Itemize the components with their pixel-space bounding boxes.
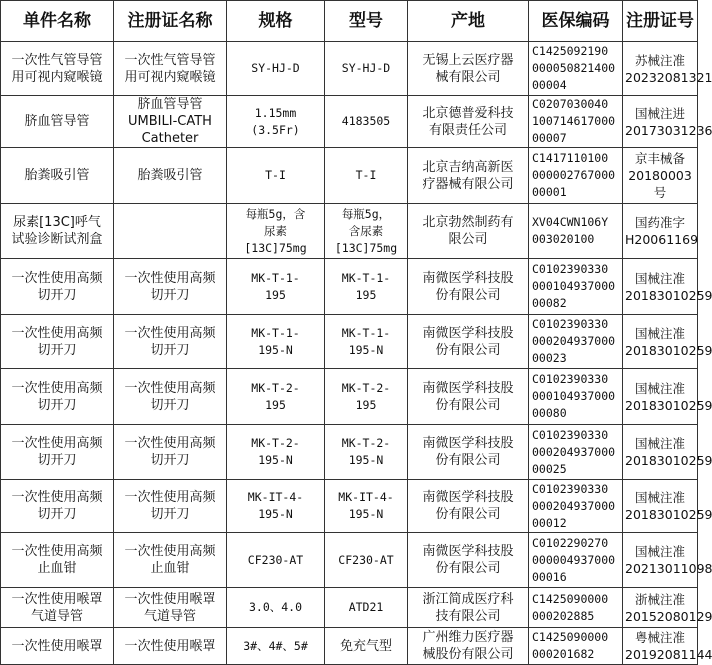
origin-cell: 南微医学科技股 份有限公司	[408, 369, 529, 425]
model-cell: MK-T-2- 195	[325, 369, 408, 425]
specification-cell: 3#、4#、5#	[227, 628, 325, 665]
insurance-code-cell: C0102290270 000004937000 00016	[529, 533, 623, 588]
model-cell: 每瓶5g， 含尿素 [13C]75mg	[325, 204, 408, 259]
specification-cell: T-I	[227, 148, 325, 204]
table-row	[1, 259, 698, 315]
table-row	[1, 588, 698, 628]
registration-name-cell: 胎粪吸引管	[114, 148, 227, 204]
insurance-code-cell: C0102390330 000104937000 00080	[529, 369, 623, 425]
specification-cell: MK-T-2- 195-N	[227, 425, 325, 480]
registration-name-cell: 一次性使用高频 切开刀	[114, 425, 227, 480]
table-row	[1, 315, 698, 369]
item-name-cell: 一次性使用喉罩	[1, 628, 114, 665]
header-registration-name: 注册证名称	[114, 1, 227, 42]
table-row	[1, 480, 698, 533]
table-row	[1, 369, 698, 425]
origin-cell: 南微医学科技股 份有限公司	[408, 259, 529, 315]
item-name-cell: 胎粪吸引管	[1, 148, 114, 204]
specification-cell: CF230-AT	[227, 533, 325, 588]
specification-cell: MK-T-1- 195	[227, 259, 325, 315]
specification-cell: SY-HJ-D	[227, 42, 325, 96]
registration-name-cell: 一次性使用高频 切开刀	[114, 480, 227, 533]
item-name-cell: 一次性使用高频 切开刀	[1, 425, 114, 480]
origin-cell: 浙江简成医疗科 技有限公司	[408, 588, 529, 628]
header-origin: 产地	[408, 1, 529, 42]
model-cell: ATD21	[325, 588, 408, 628]
model-cell: SY-HJ-D	[325, 42, 408, 96]
registration-name-cell: 一次性气管导管 用可视内窥喉镜	[114, 42, 227, 96]
registration-number-cell: 京丰械备 20180003号	[623, 148, 698, 204]
origin-cell: 南微医学科技股 份有限公司	[408, 533, 529, 588]
registration-name-cell: 一次性使用高频 切开刀	[114, 369, 227, 425]
model-cell: MK-T-1- 195-N	[325, 315, 408, 369]
model-cell: MK-T-1- 195	[325, 259, 408, 315]
registration-number-cell: 国药准字 H20061169	[623, 204, 698, 259]
registration-number-cell: 国械注准 20183010259	[623, 425, 698, 480]
origin-cell: 南微医学科技股 份有限公司	[408, 480, 529, 533]
registration-number-cell: 粤械注准 20192081144	[623, 628, 698, 665]
registration-number-cell: 国械注准 20183010259	[623, 369, 698, 425]
model-cell: 4183505	[325, 96, 408, 148]
item-name-cell: 尿素[13C]呼气 试验诊断试剂盒	[1, 204, 114, 259]
header-item-name: 单件名称	[1, 1, 114, 42]
item-name-cell: 一次性使用高频 切开刀	[1, 315, 114, 369]
registration-number-cell: 国械注准 20183010259	[623, 315, 698, 369]
item-name-cell: 一次性使用高频 切开刀	[1, 369, 114, 425]
table-row	[1, 425, 698, 480]
header-specification: 规格	[227, 1, 325, 42]
item-name-cell: 一次性使用高频 止血钳	[1, 533, 114, 588]
insurance-code-cell: C1417110100 000002767000 00001	[529, 148, 623, 204]
item-name-cell: 脐血管导管	[1, 96, 114, 148]
registration-name-cell: 脐血管导管 UMBILI-CATH Catheter	[114, 96, 227, 148]
insurance-code-cell: XV04CWN106Y 003020100	[529, 204, 623, 259]
registration-name-cell: 一次性使用喉罩	[114, 628, 227, 665]
origin-cell: 南微医学科技股 份有限公司	[408, 425, 529, 480]
origin-cell: 南微医学科技股 份有限公司	[408, 315, 529, 369]
header-insurance-code: 医保编码	[529, 1, 623, 42]
header-row	[1, 1, 698, 42]
item-name-cell: 一次性使用高频 切开刀	[1, 259, 114, 315]
model-cell: T-I	[325, 148, 408, 204]
model-cell: 免充气型	[325, 628, 408, 665]
item-name-cell: 一次性气管导管 用可视内窥喉镜	[1, 42, 114, 96]
registration-name-cell: 一次性使用高频 切开刀	[114, 259, 227, 315]
model-cell: CF230-AT	[325, 533, 408, 588]
origin-cell: 北京吉纳高新医 疗器械有限公司	[408, 148, 529, 204]
specification-cell: 3.0、4.0	[227, 588, 325, 628]
registration-number-cell: 苏械注准 20232081321	[623, 42, 698, 96]
insurance-code-cell: C1425090000 000201682	[529, 628, 623, 665]
table-row	[1, 533, 698, 588]
table-row	[1, 42, 698, 96]
table-row	[1, 148, 698, 204]
insurance-code-cell: C0207030040 100714617000 00007	[529, 96, 623, 148]
origin-cell: 北京德普爱科技 有限责任公司	[408, 96, 529, 148]
specification-cell: MK-T-1- 195-N	[227, 315, 325, 369]
origin-cell: 广州维力医疗器 械股份有限公司	[408, 628, 529, 665]
specification-cell: 每瓶5g，含 尿素 [13C]75mg	[227, 204, 325, 259]
header-model: 型号	[325, 1, 408, 42]
specification-cell: 1.15mm (3.5Fr)	[227, 96, 325, 148]
insurance-code-cell: C1425092190 000050821400 00004	[529, 42, 623, 96]
table-row	[1, 96, 698, 148]
registration-name-cell: 一次性使用高频 切开刀	[114, 315, 227, 369]
model-cell: MK-IT-4- 195-N	[325, 480, 408, 533]
table-row	[1, 628, 698, 665]
insurance-code-cell: C1425090000 000202885	[529, 588, 623, 628]
insurance-code-cell: C0102390330 000204937000 00025	[529, 425, 623, 480]
registration-name-cell: 一次性使用高频 止血钳	[114, 533, 227, 588]
registration-number-cell: 国械注进 20173031236	[623, 96, 698, 148]
specification-cell: MK-T-2- 195	[227, 369, 325, 425]
origin-cell: 北京勃然制药有 限公司	[408, 204, 529, 259]
model-cell: MK-T-2- 195-N	[325, 425, 408, 480]
registration-number-cell: 国械注准 20183010259	[623, 480, 698, 533]
specification-cell: MK-IT-4- 195-N	[227, 480, 325, 533]
registration-number-cell: 浙械注准 20152080129	[623, 588, 698, 628]
registration-name-cell	[114, 204, 227, 259]
table-row	[1, 204, 698, 259]
registration-name-cell: 一次性使用喉罩 气道导管	[114, 588, 227, 628]
insurance-code-cell: C0102390330 000104937000 00082	[529, 259, 623, 315]
registration-number-cell: 国械注准 20213011098	[623, 533, 698, 588]
insurance-code-cell: C0102390330 000204937000 00023	[529, 315, 623, 369]
item-name-cell: 一次性使用高频 切开刀	[1, 480, 114, 533]
item-name-cell: 一次性使用喉罩 气道导管	[1, 588, 114, 628]
header-registration-number: 注册证号	[623, 1, 698, 42]
insurance-code-cell: C0102390330 000204937000 00012	[529, 480, 623, 533]
registration-number-cell: 国械注准 20183010259	[623, 259, 698, 315]
origin-cell: 无锡上云医疗器 械有限公司	[408, 42, 529, 96]
